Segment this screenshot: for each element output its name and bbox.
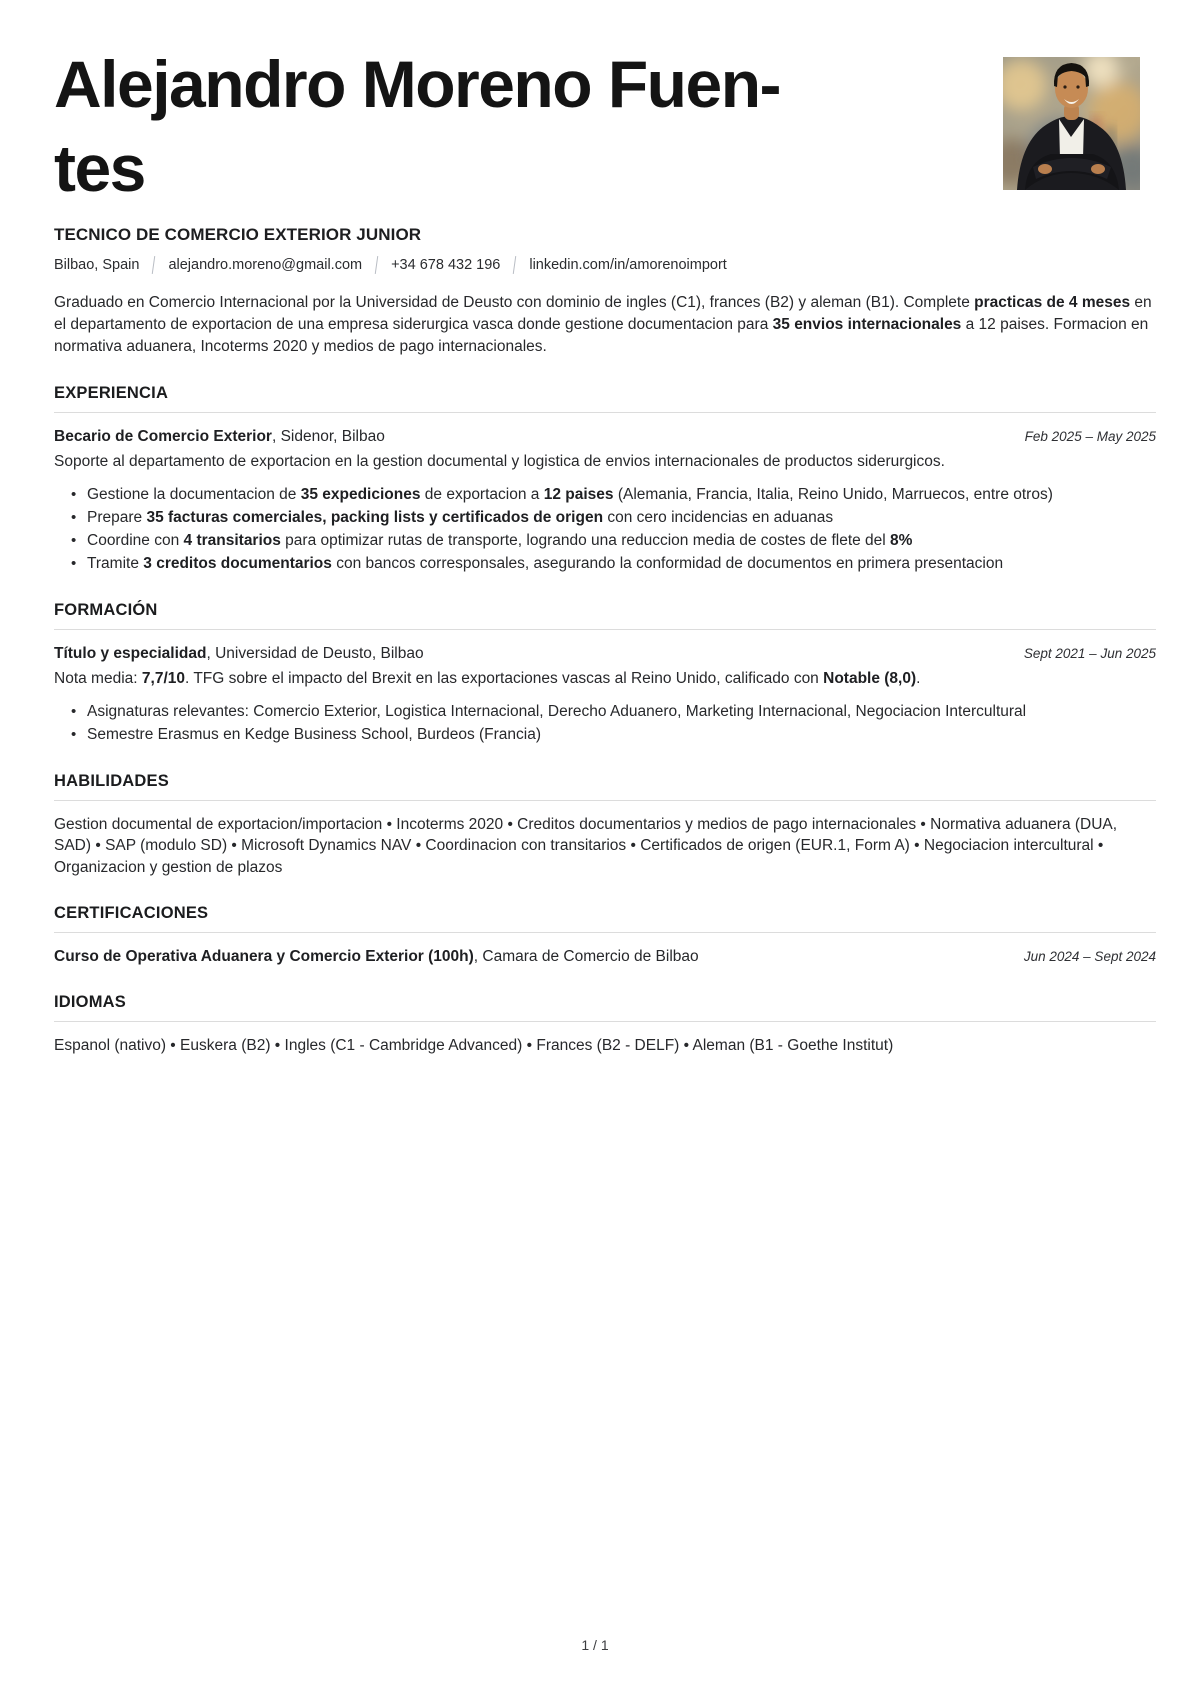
experience-role-name: Becario de Comercio Exterior <box>54 427 272 445</box>
profile-photo <box>1003 57 1140 190</box>
job-title: TECNICO DE COMERCIO EXTERIOR JUNIOR <box>54 224 422 244</box>
experience-role <box>54 426 385 447</box>
education-degree-school: , Universidad de Deusto, Bilbao <box>206 644 424 662</box>
section-experiencia <box>54 384 1156 575</box>
education-bullet: • Semestre Erasmus en Kedge Business School, Burdeos (Francia) <box>54 723 1156 746</box>
experience-bullet: • Tramite 3 creditos documentarios con bancos corresponsales, asegurando la conformidad de documentos en primera presentacion <box>54 552 1156 575</box>
profile-photo-illustration <box>1003 57 1140 190</box>
section-formacion <box>54 601 1156 746</box>
summary-paragraph: Graduado en Comercio Internacional por la Universidad de Deusto con dominio de ingles (C1), frances (B2) y aleman (B1). Complete practicas de 4 meses en el departamento de exportacion de una empresa siderurgica vasca donde gestione documentacion para 35 envios internacionales a 12 paises. Formacion en normativa aduanera, Incoterms 2020 y medios de pago internacionales. <box>54 293 1152 355</box>
certification-issuer: , Camara de Comercio de Bilbao <box>473 948 699 966</box>
person-name-line-2: tes <box>54 131 145 206</box>
contact-separator <box>513 256 516 274</box>
page-indicator: 1 / 1 <box>581 1637 609 1653</box>
contact-linkedin[interactable]: linkedin.com/in/amorenoimport <box>529 256 727 273</box>
certification-name <box>54 946 699 967</box>
section-title-experiencia: EXPERIENCIA <box>54 384 1156 413</box>
section-title-idiomas: IDIOMAS <box>54 993 1156 1022</box>
certification-entry-header <box>54 946 1156 967</box>
person-name <box>54 42 1004 211</box>
education-entry-header <box>54 643 1156 664</box>
education-bullet-list <box>54 700 1156 746</box>
contact-phone[interactable]: +34 678 432 196 <box>391 256 501 273</box>
contact-email[interactable]: alejandro.moreno@gmail.com <box>168 256 363 273</box>
contact-separator <box>375 256 378 274</box>
contact-separator <box>152 256 155 274</box>
education-degree <box>54 643 424 664</box>
section-certificaciones <box>54 904 1156 967</box>
section-title-formacion: FORMACIÓN <box>54 601 1156 630</box>
contact-line <box>54 256 1156 274</box>
experience-bullet: • Coordine con 4 transitarios para optimizar rutas de transporte, logrando una reduccion media de costes de flete del 8% <box>54 529 1156 552</box>
section-title-certificaciones: CERTIFICACIONES <box>54 904 1156 933</box>
experience-entry-header <box>54 426 1156 447</box>
experience-dates: Feb 2025 – May 2025 <box>1024 428 1156 444</box>
education-dates: Sept 2021 – Jun 2025 <box>1023 645 1156 661</box>
certification-course: Curso de Operativa Aduanera y Comercio Exterior (100h) <box>54 948 474 966</box>
skills-text: Gestion documental de exportacion/importacion • Incoterms 2020 • Creditos documentarios y medios de pago internacionales • Normativa aduanera (DUA, SAD) • SAP (modulo SD) • Microsoft Dynamics NAV • Coordinacion con transitarios • Certificados de origen (EUR.1, Form A) • Negociacion intercultural • Organizacion y gestion de plazos <box>54 815 1118 876</box>
experience-role-company: , Sidenor, Bilbao <box>271 427 385 445</box>
education-degree-name: Título y especialidad <box>54 644 207 662</box>
person-name-line-1: Alejandro Moreno Fuen- <box>54 47 780 121</box>
experience-bullet-list <box>54 483 1156 575</box>
contact-location: Bilbao, Spain <box>54 256 140 273</box>
education-description: Nota media: 7,7/10. TFG sobre el impacto del Brexit en las exportaciones vascas al Reino Unido, calificado con Notable (8,0). <box>54 669 921 687</box>
education-bullet: • Asignaturas relevantes: Comercio Exterior, Logistica Internacional, Derecho Aduanero, Marketing Internacional, Negociacion Intercultural <box>54 700 1156 723</box>
section-title-habilidades: HABILIDADES <box>54 772 1156 801</box>
certification-dates: Jun 2024 – Sept 2024 <box>1023 949 1156 965</box>
experience-description: Soporte al departamento de exportacion en la gestion documental y logistica de envios internacionales de productos siderurgicos. <box>54 452 945 470</box>
experience-bullet: • Prepare 35 facturas comerciales, packing lists y certificados de origen con cero incidencias en aduanas <box>54 506 1156 529</box>
section-habilidades <box>54 772 1156 879</box>
experience-bullet: • Gestione la documentacion de 35 expediciones de exportacion a 12 paises (Alemania, Francia, Italia, Reino Unido, Marruecos, entre otros) <box>54 483 1156 506</box>
section-idiomas <box>54 993 1156 1057</box>
languages-text: Espanol (nativo) • Euskera (B2) • Ingles (C1 - Cambridge Advanced) • Frances (B2 - DELF) • Aleman (B1 - Goethe Institut) <box>54 1037 894 1055</box>
